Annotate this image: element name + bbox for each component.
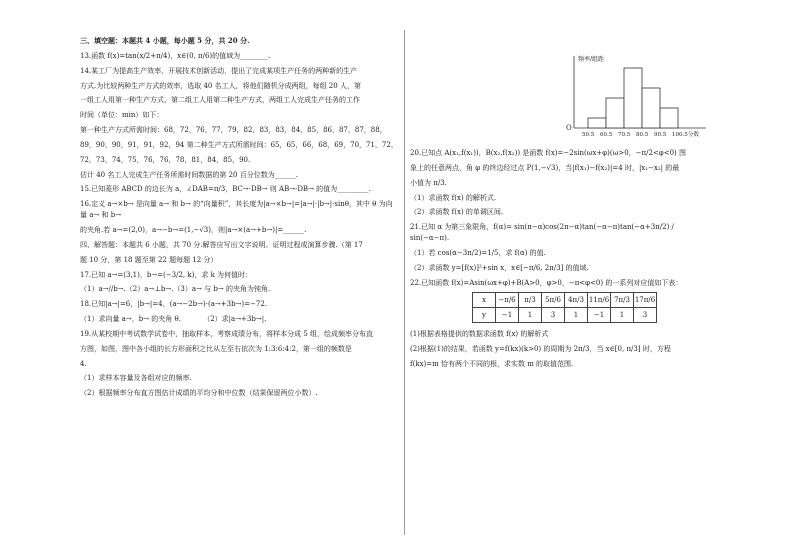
left-column-line: 三、填空题：本题共 4 小题，每小题 5 分，共 20 分. [80,36,250,45]
x-tick-label: 90.5 [654,132,667,138]
left-column-line: 第一种生产方式所需时间：68，72，76，77，79，82，83，83，84，85，86，87，87，88， [80,126,387,135]
right-column-line: 20.已知点 A(x₁,f(x₁))，B(x₂,f(x₂)) 是函数 f(x)=−2sin(ωx+φ)(ω>0，−π/2<φ<0) 图 [410,149,686,157]
left-column-line: 4. [80,359,87,368]
left-column-line: 时间（单位：min）如下： [80,111,164,120]
table-row-label: y [473,308,496,323]
left-column [80,36,398,403]
x-tick-label: 70.5 [618,132,631,138]
table-cell: π/3 [519,293,542,308]
column-divider [404,30,405,535]
left-column-line: 方式.为比较两种生产方式的效率，选取 40 名工人，将他们随机分成两组，每组 20 人，第 [80,81,361,90]
right-column-line: （1）若 cos(α−3π/2)=1/5，求 f(α) 的值. [410,248,546,257]
origin-label: O [566,124,572,132]
left-column-line: 一组工人用第一种生产方式，第二组工人用第二种生产方式，两组工人完成生产任务的工作 [80,96,360,105]
right-column-line: 22.已知函数 f(x)=Asin(ωx+φ)+B(A>0，φ>0，−π<φ<0) 的一系列对应值如下表： [410,278,683,287]
left-column-line: 估计 40 名工人完成生产任务所需时间数据的第 20 百分位数为______. [80,170,298,179]
left-column-line: （1）a→//b→.（2）a→⊥b→.（3）a→ 与 b→ 的夹角为钝角. [80,285,271,294]
right-column-line: （2）求函数 y=[f(x)]²+sin x，x∈[−π/6, 2π/3] 的值域. [410,263,589,272]
left-column-line: 14.某工厂为提高生产效率，开展技术创新活动，提出了完成某项生产任务的两种新的生产 [80,66,358,75]
left-column-line: 72，73，74，75，76，76，78，81，84，85，90. [80,155,251,164]
table-cell: 5π/6 [542,293,565,308]
table-row-label: x [473,293,496,308]
right-column [410,148,710,374]
right-column-line: 象上的任意两点，角 φ 的终边经过点 P(1,−√3)，当|f(x₁)−f(x₂)|=4 时，|x₁−x₂| 的最 [410,163,680,172]
left-column-line: 15.已知菱形 ABCD 的边长为 a，∠DAB=π/3，BC→·DB→ 则 AB→·DB→ 的值为_________. [80,185,371,194]
table-cell: −π/6 [496,293,519,308]
right-column-line: 小值为 π/3. [410,178,447,187]
left-column-line: （2）根据频率分布直方图估计成绩的平均分和中位数（结果保留两位小数）. [80,389,318,398]
left-column-line: 方图，如图，图中各小组的长方形面积之比从左至右依次为 1:3:6:4:2，第一组的频数是 [80,344,352,353]
left-column-line: 题 10 分，第 18 题至第 22 题每题 12 分） [80,255,218,264]
y-axis-label: 频率/组距 [578,56,605,63]
table-cell: 4π/3 [565,293,588,308]
histogram-bar [642,88,660,128]
table-cell: −1 [496,308,519,323]
table-cell: 17π/6 [634,293,657,308]
x-tick-label: 100.5 [672,132,688,138]
left-column-line: 18.已知|a→|=6，|b→|=4，(a→−2b→)·(a→+3b→)=−72. [80,300,268,309]
table-cell: 3 [542,308,565,323]
left-column-line: 19.从某校期中考试数学试卷中，抽取样本，考察成绩分布，将样本分成 5 组，绘成频率分布直 [80,329,374,338]
histogram-bar [588,118,606,128]
left-column-line: 四、解答题：本题共 6 小题，共 70 分.解答应写出文字说明、证明过程或演算步骤.（第 17 [80,240,363,249]
table-cell: 1 [611,308,634,323]
left-column-line: 13.函数 f(x)=tan(x/2+π/4)，x∈(0, π/6)的值域为________. [80,51,271,60]
right-column-line: f(kx)=m 恰有两个不同的根，求实数 m 的取值范围. [410,360,574,369]
histogram-chart [560,52,710,142]
right-column-line: (2)根据(1)的结果，若函数 y=f(kx)(k>0) 的周期为 2π/3，当 x∈[0, π/3] 时，方程 [410,345,671,354]
x-tick-label: 60.5 [600,132,613,138]
table-cell: 11π/6 [588,293,611,308]
histogram-bar [624,68,642,128]
table-cell: 1 [565,308,588,323]
left-column-line: 17.已知 a→=(3,1)，b→=(−3/2, k)，求 k 为何值时： [80,270,253,279]
right-column-line: （1）求函数 f(x) 的解析式. [410,193,497,202]
x-tick-label: 80.5 [636,132,649,138]
left-column-line: 16.定义 a→×b→ 是向量 a→ 和 b→ 的“向量积”，其长度为|a→×b→|=|a→|·|b→|·sinθ，其中 θ 为向量 a→ 和 b→ [80,200,393,220]
histogram-bar [606,98,624,128]
left-column-line: （1）求向量 a→，b→ 的夹角 θ. （2）求|a→+3b→|. [80,315,267,324]
table-cell: −1 [588,308,611,323]
table-cell: 3 [634,308,657,323]
table-cell: 7π/3 [611,293,634,308]
table-cell: 1 [519,308,542,323]
left-column-line: （1）求样本容量及各组对应的频率. [80,374,192,383]
x-axis-label: 分数 [688,132,700,138]
value-table [472,292,657,323]
histogram-svg [560,52,710,142]
right-column-line: 21.已知 α 为第三象限角，f(α)= sin(π−α)cos(2π−α)tan(−α−π)tan(−α+3π/2) / sin(−α−π). [410,223,677,243]
left-column-line: 89，90，90，91，91，92，94 第二种生产方式所需时间：65，65，66，68，69，70，71，72， [80,140,398,149]
x-tick-label: 50.5 [582,132,595,138]
histogram-bar [660,108,678,128]
right-column-line: (1)根据表格提供的数据求函数 f(x) 的解析式 [410,330,549,339]
left-column-line: 的夹角.若 a→=(2,0)，a→−b→=(1,−√3)，则|a→×(a→+b→)|=______. [80,225,307,234]
right-column-line: （2）求函数 f(x) 的单调区间. [410,208,504,217]
